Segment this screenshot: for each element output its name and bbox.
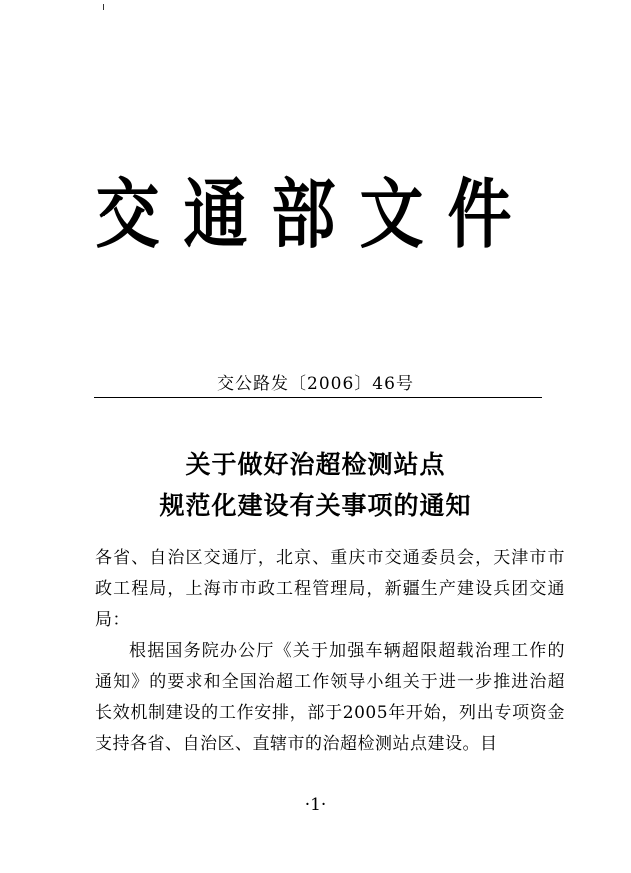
document-body: [95, 543, 565, 760]
addressee: 各省、自治区交通厅，北京、重庆市交通委员会，天津市市政工程局，上海市市政工程管理局，新疆生产建设兵团交通局：: [95, 548, 565, 630]
document-title-line-2: 规范化建设有关事项的通知: [159, 491, 472, 520]
header-rule: [94, 397, 542, 398]
body-paragraph: 根据国务院办公厅《关于加强车辆超限超载治理工作的通知》的要求和全国治超工作领导小组关于进一步推进治超长效机制建设的工作安排，部于2005年开始，列出专项资金支持各省、自治区、直辖市的治超检测站点建设。目: [95, 641, 565, 754]
page-number: ·1·: [304, 795, 327, 815]
document-number: 交公路发〔2006〕46号: [217, 374, 414, 394]
document-title-line-1: 关于做好治超检测站点: [185, 450, 446, 479]
scan-speck: [103, 4, 104, 10]
document-header: 交通部文件: [95, 172, 536, 260]
